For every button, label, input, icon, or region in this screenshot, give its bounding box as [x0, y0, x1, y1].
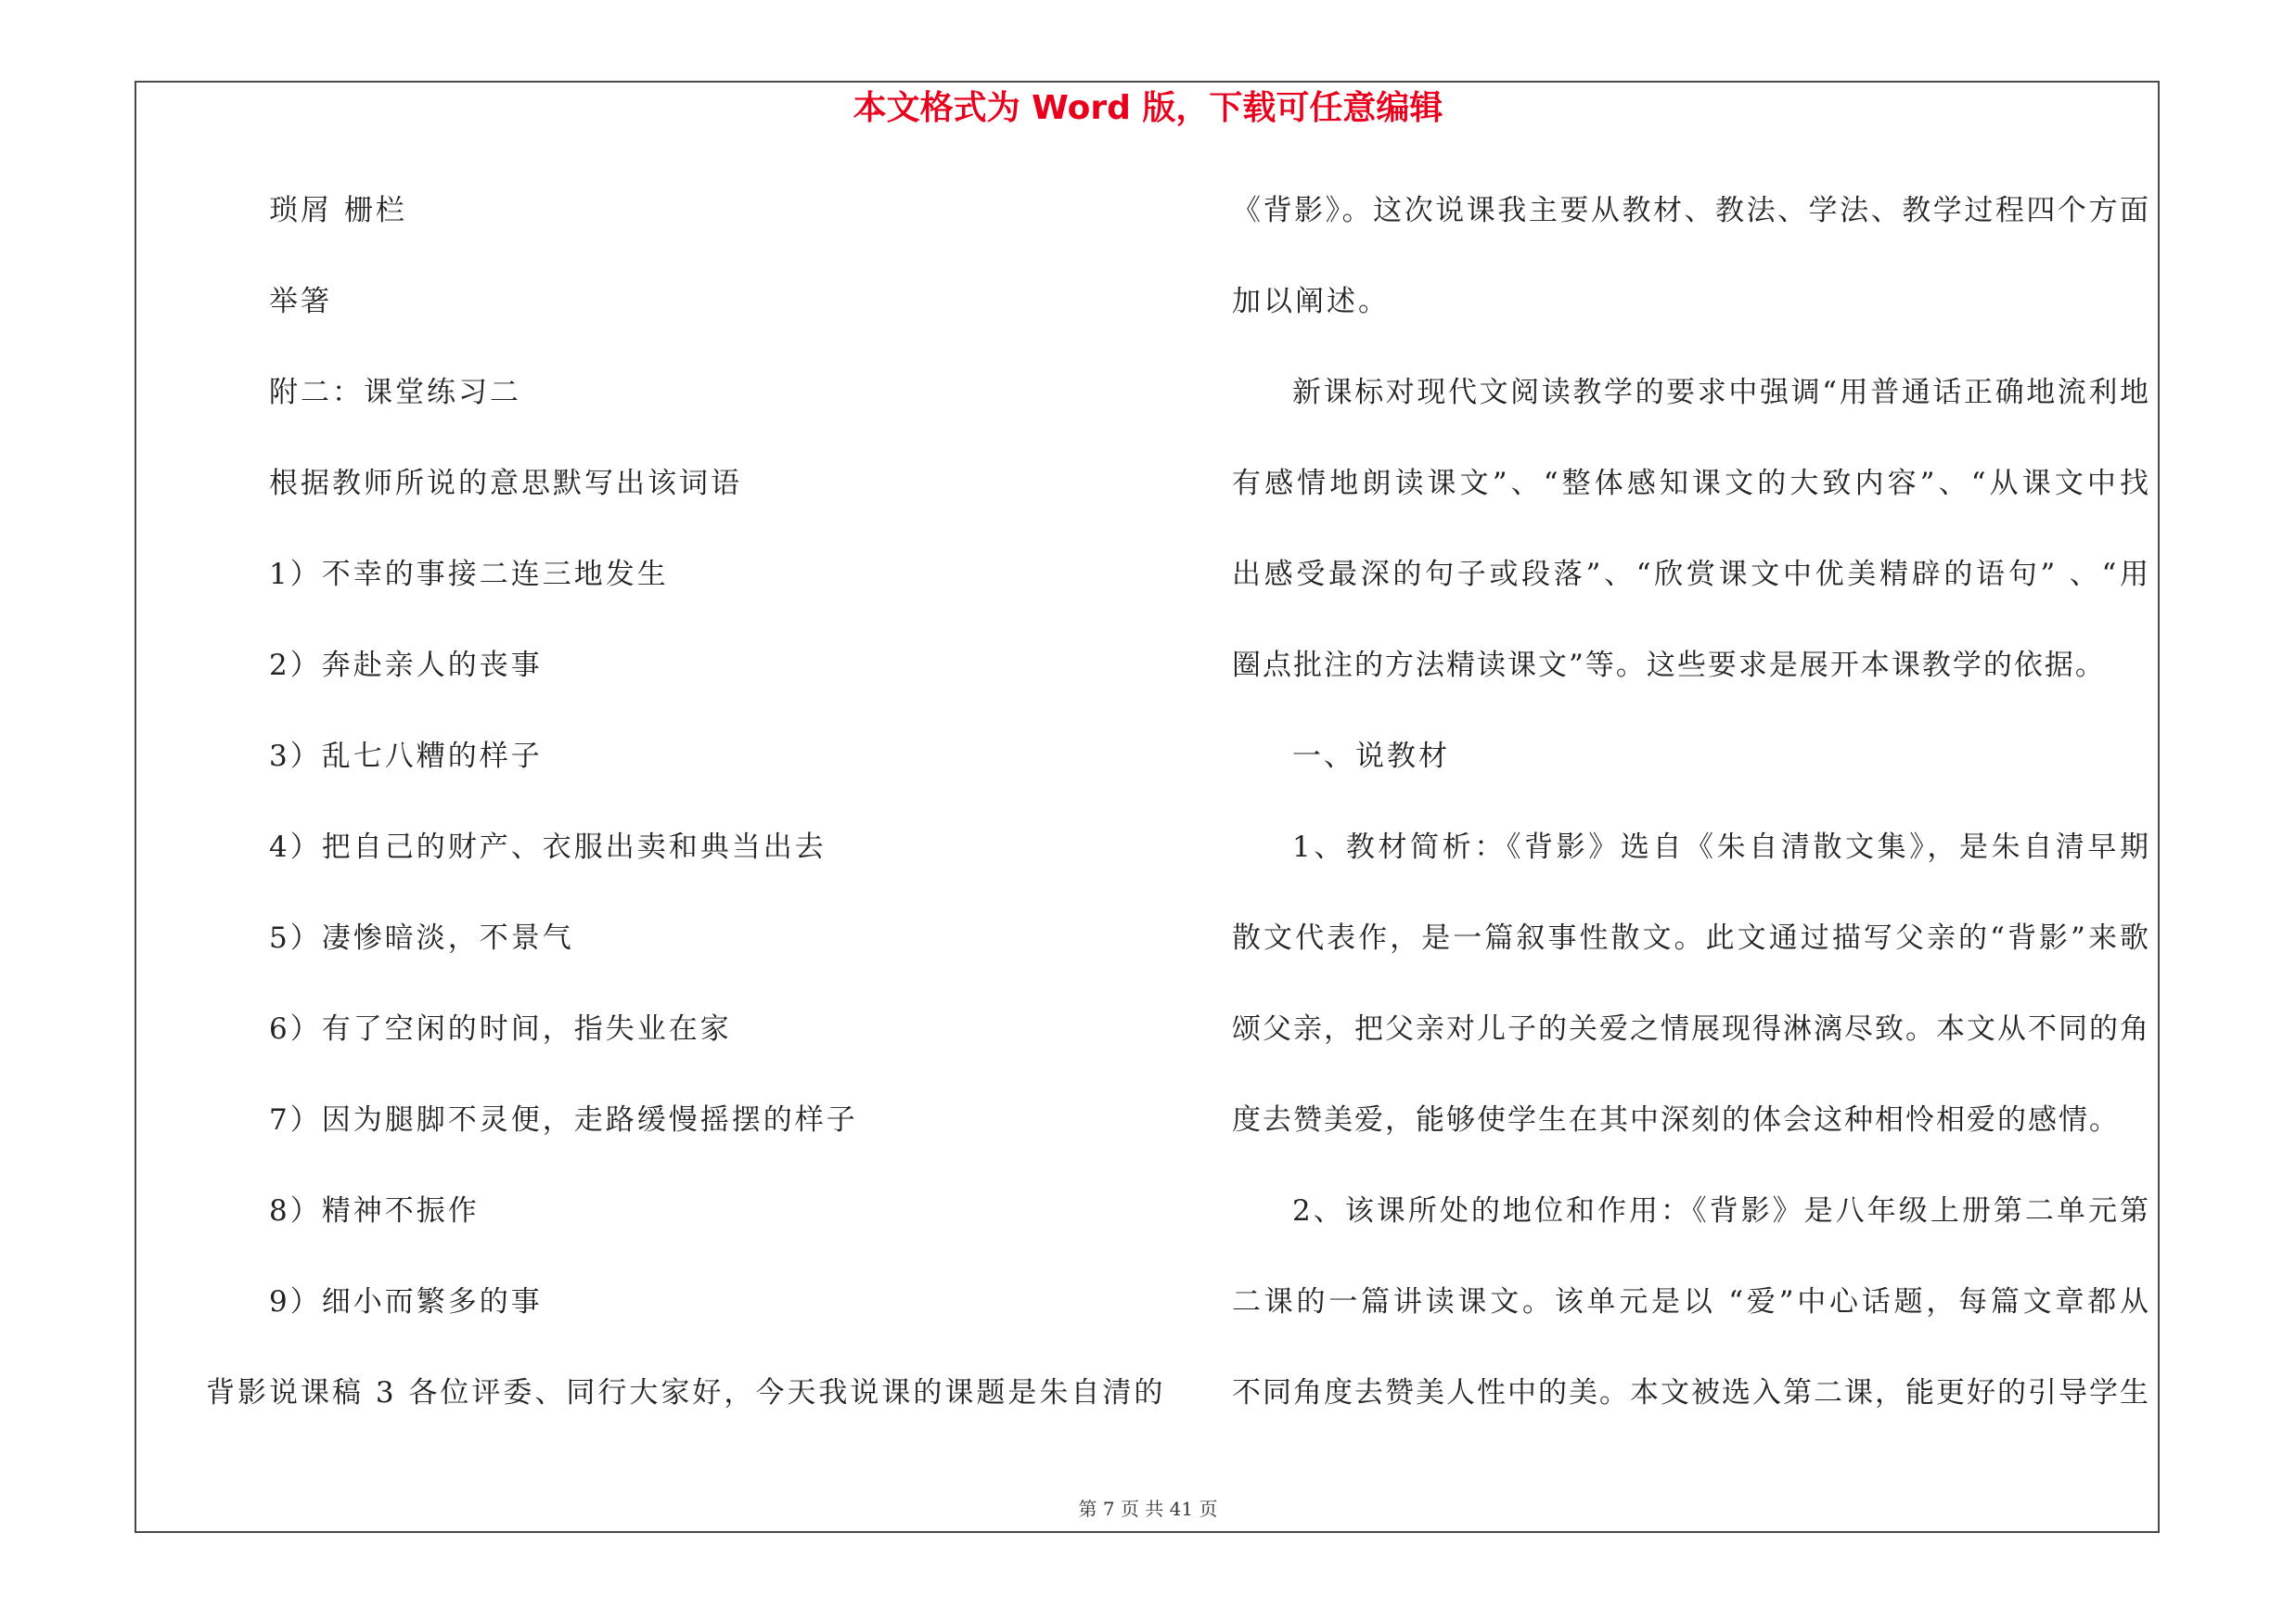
- right-line: 不同角度去赞美人性中的美。本文被选入第二课，能更好的引导学生: [1232, 1376, 2150, 1410]
- document-header: 本文格式为 Word 版，下载可任意编辑: [853, 89, 1443, 127]
- left-line: 7）因为腿脚不灵便，走路缓慢摇摆的样子: [269, 1103, 858, 1137]
- left-line: 3）乱七八糟的样子: [269, 740, 543, 773]
- left-line: 9）细小而繁多的事: [269, 1285, 543, 1319]
- right-line: 2、该课所处的地位和作用：《背影》是八年级上册第二单元第: [1292, 1194, 2150, 1228]
- right-line: 散文代表作，是一篇叙事性散文。此文通过描写父亲的“背影”来歌: [1232, 921, 2150, 955]
- right-line: 有感情地朗读课文”、“整体感知课文的大致内容”、“从课文中找: [1232, 467, 2150, 500]
- right-line: 1、教材简析：《背影》选自《朱自清散文集》，是朱自清早期: [1292, 831, 2150, 864]
- left-line: 举箸: [269, 285, 332, 318]
- right-line: 出感受最深的句子或段落”、“欣赏课文中优美精辟的语句” 、“用: [1232, 558, 2150, 591]
- left-line: 根据教师所说的意思默写出该词语: [269, 467, 742, 500]
- right-line: 颂父亲，把父亲对儿子的关爱之情展现得淋漓尽致。本文从不同的角: [1232, 1012, 2150, 1046]
- left-line: 8）精神不振作: [269, 1194, 480, 1228]
- left-last-line: 背影说课稿 3 各位评委、同行大家好，今天我说课的课题是朱自清的: [206, 1376, 1166, 1410]
- left-line: 附二：课堂练习二: [269, 376, 521, 409]
- left-line: 2）奔赴亲人的丧事: [269, 649, 543, 682]
- left-line: 5）凄惨暗淡，不景气: [269, 921, 574, 955]
- section-heading: 一、说教材: [1292, 740, 1450, 773]
- left-line: 琐屑 栅栏: [269, 194, 407, 227]
- right-line: 度去赞美爱，能够使学生在其中深刻的体会这种相怜相爱的感情。: [1232, 1103, 2120, 1137]
- right-line: 圈点批注的方法精读课文”等。这些要求是展开本课教学的依据。: [1232, 649, 2106, 682]
- right-line: 《背影》。这次说课我主要从教材、教法、学法、教学过程四个方面: [1232, 194, 2150, 227]
- right-line: 二课的一篇讲读课文。该单元是以 “爱”中心话题，每篇文章都从: [1232, 1285, 2150, 1319]
- right-line: 加以阐述。: [1232, 285, 1390, 318]
- left-line: 6）有了空闲的时间，指失业在家: [269, 1012, 732, 1046]
- left-line: 4）把自己的财产、衣服出卖和典当出去: [269, 831, 827, 864]
- page-number: 第 7 页 共 41 页: [1078, 1498, 1218, 1520]
- left-line: 1）不幸的事接二连三地发生: [269, 558, 669, 591]
- right-line: 新课标对现代文阅读教学的要求中强调“用普通话正确地流利地: [1292, 376, 2150, 409]
